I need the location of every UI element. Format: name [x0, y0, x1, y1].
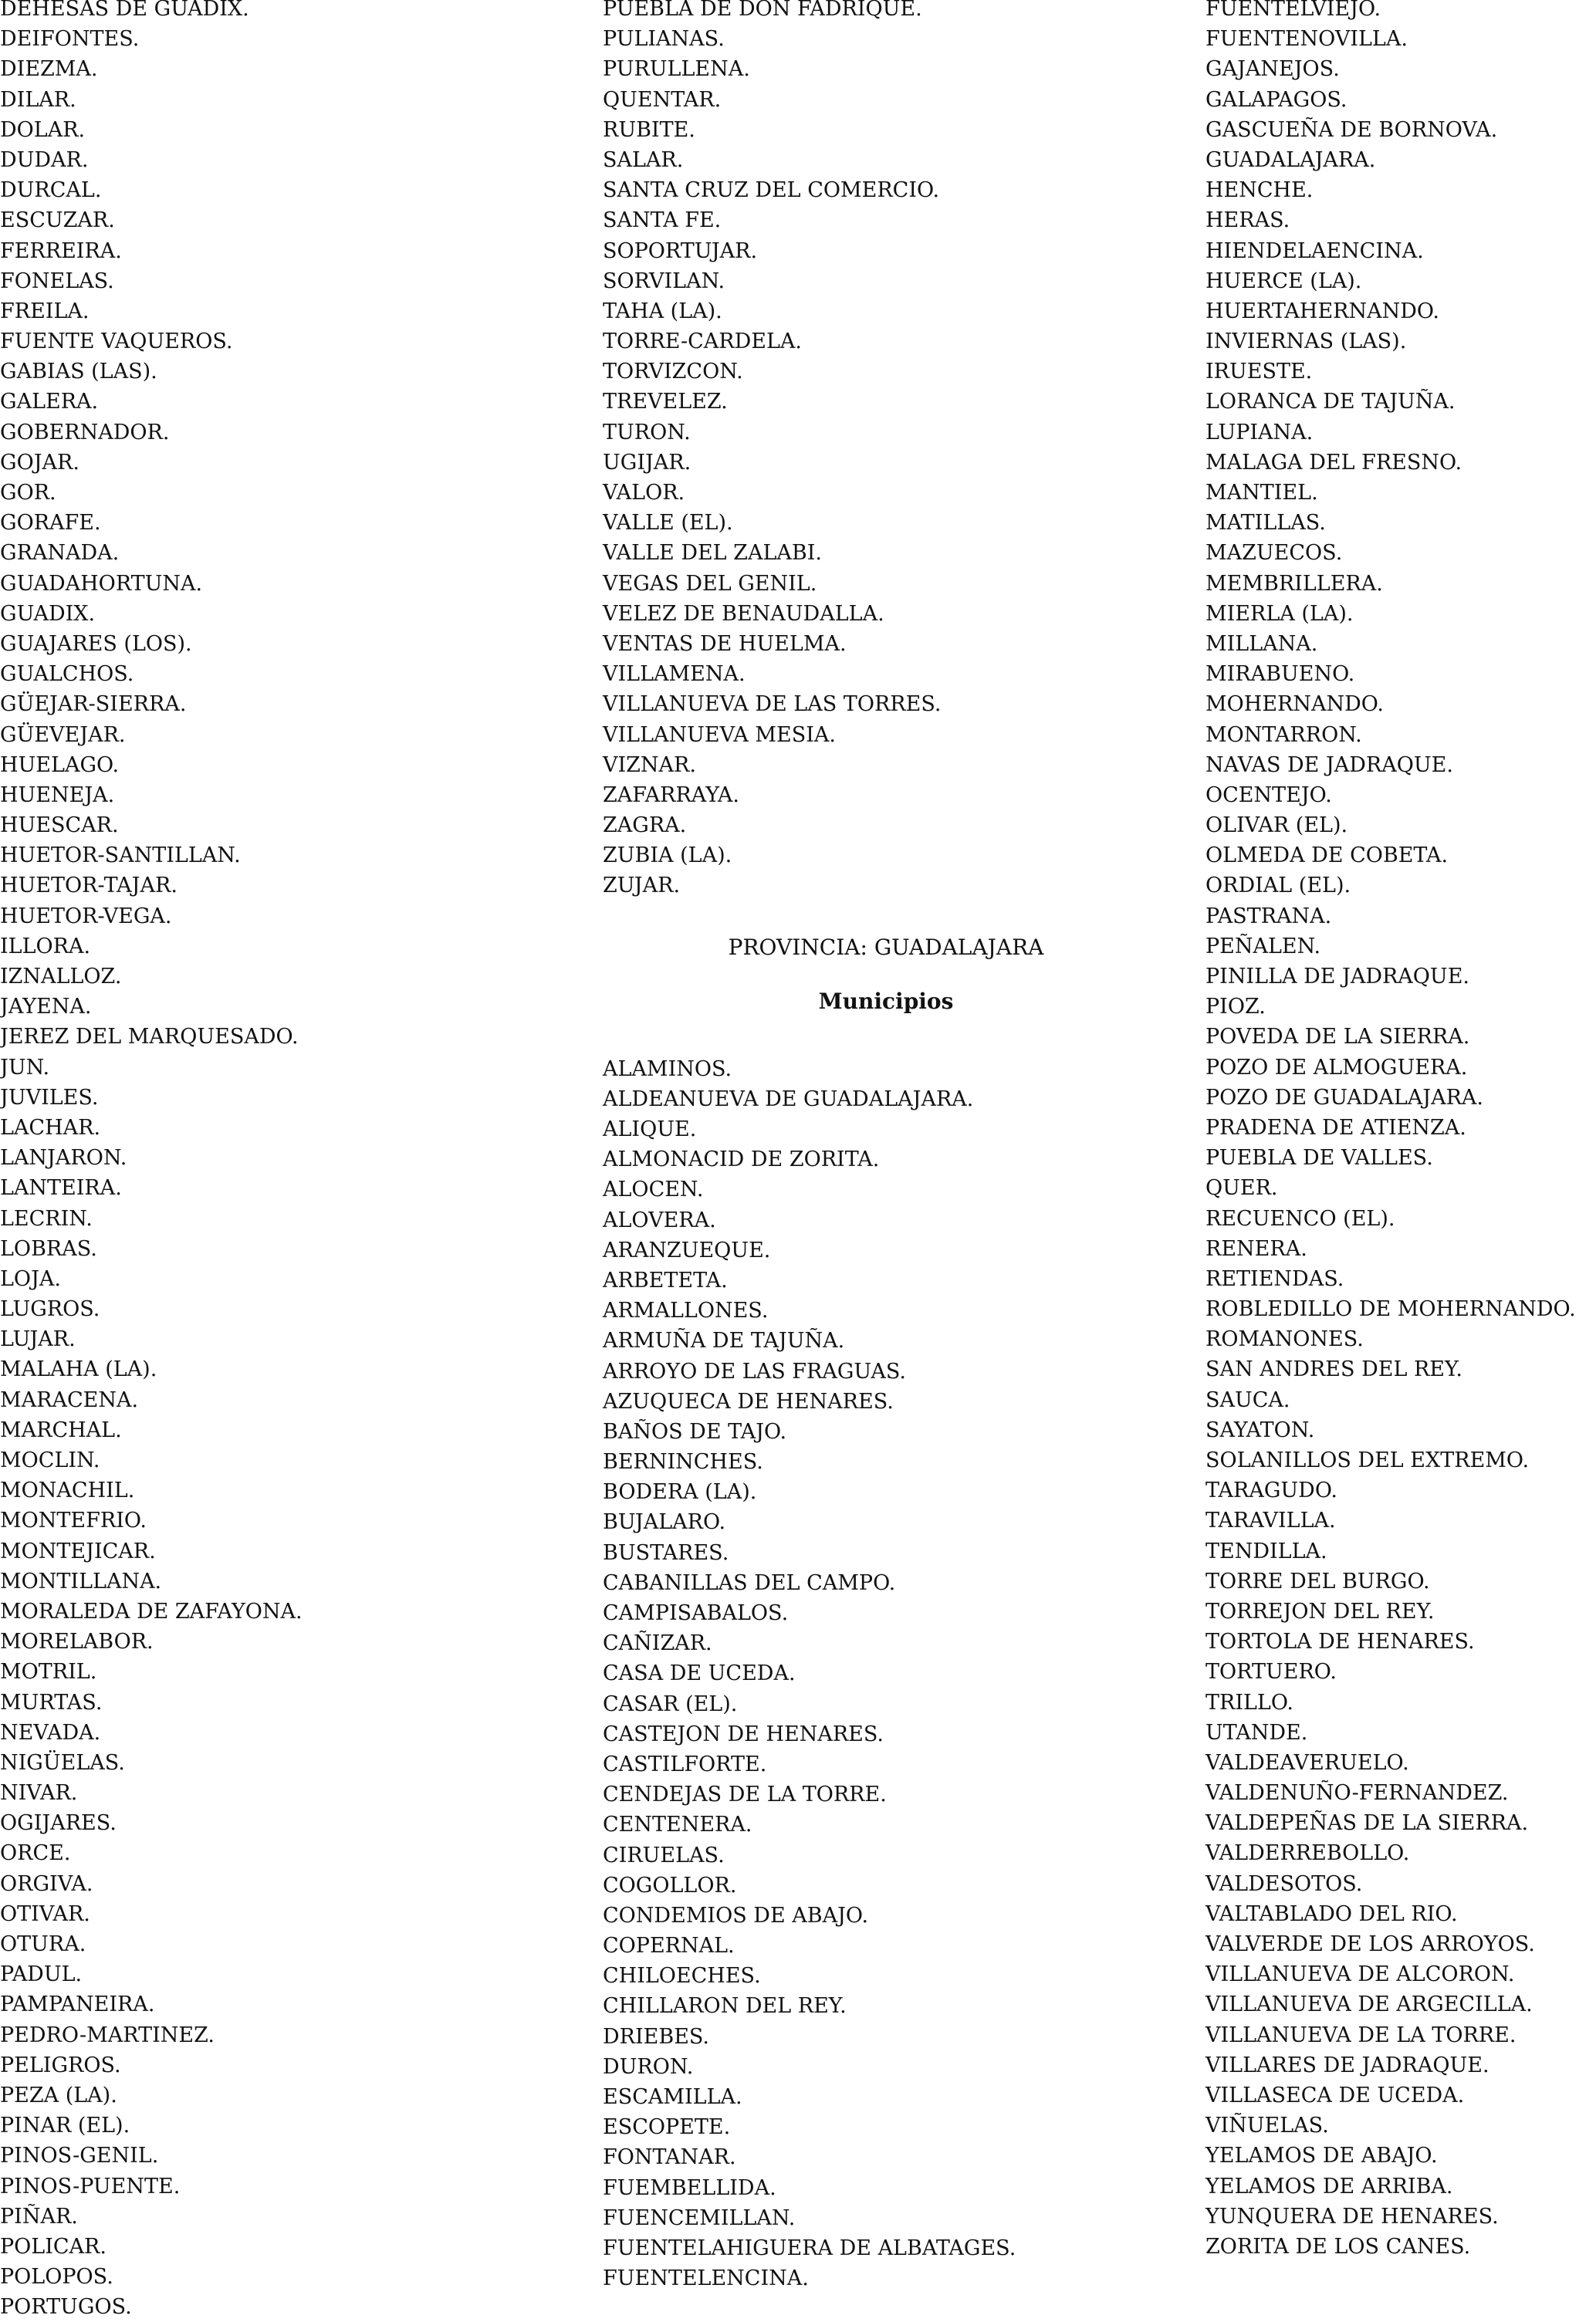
- municipio-entry: HUELAGO.: [0, 752, 120, 777]
- municipio-entry: ARROYO DE LAS FRAGUAS.: [603, 1359, 906, 1384]
- municipio-entry: IRUESTE.: [1205, 360, 1313, 384]
- municipio-entry: MURTAS.: [0, 1690, 103, 1715]
- municipio-entry: PIOZ.: [1205, 995, 1266, 1019]
- municipio-entry: POLOPOS.: [0, 2265, 113, 2290]
- municipio-entry: GUADALAJARA.: [1205, 147, 1376, 172]
- municipio-entry: MORELABOR.: [0, 1630, 154, 1654]
- municipio-entry: MOCLIN.: [0, 1448, 100, 1472]
- municipio-entry: HUERTAHERNANDO.: [1205, 299, 1440, 323]
- municipio-entry: SANTA CRUZ DEL COMERCIO.: [603, 178, 940, 203]
- municipio-entry: MAZUECOS.: [1205, 541, 1343, 566]
- municipio-entry: LOJA.: [0, 1266, 61, 1291]
- municipio-entry: ALMONACID DE ZORITA.: [603, 1147, 880, 1172]
- municipio-entry: ALOCEN.: [603, 1178, 704, 1202]
- column-2: [603, 0, 1197, 2293]
- municipio-entry: FUENTE VAQUEROS.: [0, 330, 233, 354]
- municipio-entry: GAJANEJOS.: [1205, 57, 1340, 82]
- municipio-entry: CHILLARON DEL REY.: [603, 1994, 847, 2019]
- municipio-entry: POVEDA DE LA SIERRA.: [1205, 1025, 1470, 1049]
- municipio-entry: PINOS-PUENTE.: [0, 2174, 181, 2199]
- municipio-entry: LANTEIRA.: [0, 1176, 122, 1201]
- municipio-entry: DRIEBES.: [603, 2024, 710, 2049]
- municipio-entry: PELIGROS.: [0, 2053, 121, 2077]
- municipio-entry: MALAHA (LA).: [0, 1357, 157, 1382]
- municipio-entry: BUJALARO.: [603, 1510, 726, 1535]
- municipio-entry: HUETOR-TAJAR.: [0, 874, 178, 898]
- municipio-entry: DURCAL.: [0, 178, 102, 203]
- municipio-entry: ORDIAL (EL).: [1205, 874, 1351, 898]
- municipio-entry: VALDENUÑO-FERNANDEZ.: [1205, 1781, 1509, 1806]
- municipio-entry: INVIERNAS (LAS).: [1205, 330, 1407, 354]
- municipios-heading: Municipios: [818, 988, 954, 1014]
- municipio-entry: MONTARRON.: [1205, 722, 1362, 747]
- municipio-entry: GÜEVEJAR.: [0, 722, 126, 747]
- granada-municipios-list-part-1: [0, 0, 587, 2322]
- municipio-entry: ROBLEDILLO DE MOHERNANDO.: [1205, 1297, 1576, 1322]
- municipio-entry: TURON.: [603, 420, 691, 444]
- municipio-entry: LUPIANA.: [1205, 420, 1314, 444]
- municipio-entry: SOLANILLOS DEL EXTREMO.: [1205, 1448, 1530, 1472]
- municipio-entry: CASAR (EL).: [603, 1692, 738, 1716]
- guadalajara-municipios-list-part-1: [603, 1054, 1197, 2294]
- municipio-entry: PRADENA DE ATIENZA.: [1205, 1115, 1466, 1140]
- municipio-entry: VILLANUEVA DE ARGECILLA.: [1205, 1992, 1533, 2017]
- municipio-entry: MIERLA (LA).: [1205, 601, 1354, 626]
- municipio-entry: MOTRIL.: [0, 1660, 97, 1685]
- municipio-entry: GABIAS (LAS).: [0, 360, 157, 384]
- municipio-entry: OTURA.: [0, 1932, 86, 1956]
- municipio-entry: TARAVILLA.: [1205, 1509, 1336, 1533]
- municipio-entry: TAHA (LA).: [603, 299, 722, 323]
- municipio-entry: DEHESAS DE GUADIX.: [0, 0, 249, 21]
- municipio-entry: PULIANAS.: [603, 27, 725, 52]
- municipio-entry: TORRE DEL BURGO.: [1205, 1569, 1430, 1594]
- municipio-entry: TARAGUDO.: [1205, 1479, 1337, 1503]
- municipio-entry: PIÑAR.: [0, 2204, 78, 2229]
- municipio-entry: ESCUZAR.: [0, 208, 115, 233]
- municipio-entry: OCENTEJO.: [1205, 782, 1332, 807]
- municipio-entry: HERAS.: [1205, 208, 1290, 233]
- municipio-entry: VILLANUEVA MESIA.: [603, 722, 836, 747]
- municipio-entry: VILLANUEVA DE ALCORON.: [1205, 1962, 1515, 1987]
- municipio-entry: NIVAR.: [0, 1781, 78, 1806]
- municipio-entry: ARANZUEQUE.: [603, 1238, 771, 1262]
- municipio-entry: SALAR.: [603, 147, 684, 172]
- municipio-entry: MARACENA.: [0, 1387, 139, 1412]
- municipio-entry: TORTUERO.: [1205, 1660, 1337, 1685]
- municipio-entry: GUADIX.: [0, 601, 96, 626]
- municipio-entry: RUBITE.: [603, 117, 695, 142]
- municipio-entry: HENCHE.: [1205, 178, 1314, 203]
- municipio-entry: IZNALLOZ.: [0, 965, 122, 989]
- municipio-entry: MONTEFRIO.: [0, 1509, 147, 1533]
- municipio-entry: HUERCE (LA).: [1205, 269, 1362, 293]
- municipio-entry: VILLASECA DE UCEDA.: [1205, 2083, 1465, 2107]
- municipio-entry: CABANILLAS DEL CAMPO.: [603, 1570, 896, 1595]
- municipio-entry: HIENDELAENCINA.: [1205, 238, 1424, 263]
- municipio-entry: ROMANONES.: [1205, 1327, 1364, 1352]
- province-title: PROVINCIA: GUADALAJARA: [728, 934, 1044, 960]
- municipio-entry: GUAJARES (LOS).: [0, 631, 192, 656]
- municipio-entry: ZAGRA.: [603, 813, 687, 838]
- municipio-entry: JUN.: [0, 1055, 50, 1080]
- municipio-entry: ZORITA DE LOS CANES.: [1205, 2234, 1471, 2259]
- municipio-entry: POZO DE ALMOGUERA.: [1205, 1055, 1468, 1080]
- municipio-entry: MATILLAS.: [1205, 511, 1326, 536]
- municipio-entry: HUETOR-SANTILLAN.: [0, 843, 241, 868]
- municipio-entry: ORCE.: [0, 1841, 71, 1866]
- municipio-entry: HUETOR-VEGA.: [0, 904, 172, 928]
- municipio-entry: JEREZ DEL MARQUESADO.: [0, 1025, 299, 1049]
- municipio-entry: MORALEDA DE ZAFAYONA.: [0, 1599, 303, 1624]
- municipio-entry: VILLARES DE JADRAQUE.: [1205, 2053, 1489, 2077]
- municipio-entry: OGIJARES.: [0, 1811, 117, 1836]
- municipio-entry: MALAGA DEL FRESNO.: [1205, 450, 1462, 475]
- municipio-entry: PEZA (LA).: [0, 2083, 117, 2107]
- municipio-entry: VALOR.: [603, 481, 685, 505]
- municipio-entry: MONTEJICAR.: [0, 1539, 156, 1563]
- municipio-entry: RETIENDAS.: [1205, 1266, 1344, 1291]
- municipio-entry: SAUCA.: [1205, 1387, 1290, 1412]
- column-1: [0, 0, 587, 2322]
- municipio-entry: DEIFONTES.: [0, 27, 140, 52]
- municipio-entry: NIGÜELAS.: [0, 1750, 125, 1775]
- municipio-entry: MONTILLANA.: [0, 1569, 162, 1594]
- municipio-entry: LECRIN.: [0, 1206, 93, 1231]
- municipio-entry: TORRE-CARDELA.: [603, 330, 802, 354]
- municipio-entry: RECUENCO (EL).: [1205, 1206, 1395, 1231]
- municipio-entry: MONACHIL.: [0, 1479, 135, 1503]
- municipio-entry: HUENEJA.: [0, 782, 115, 807]
- municipio-entry: NEVADA.: [0, 1720, 101, 1745]
- municipio-entry: BUSTARES.: [603, 1540, 729, 1565]
- municipio-entry: UTANDE.: [1205, 1720, 1308, 1745]
- municipio-entry: CASTEJON DE HENARES.: [603, 1722, 884, 1746]
- municipio-entry: VENTAS DE HUELMA.: [603, 631, 847, 656]
- municipio-entry: ARMALLONES.: [603, 1299, 769, 1323]
- municipio-entry: JUVILES.: [0, 1085, 99, 1110]
- municipio-entry: BODERA (LA).: [603, 1480, 757, 1505]
- municipio-entry: GALERA.: [0, 390, 99, 414]
- municipio-entry: LUJAR.: [0, 1327, 76, 1352]
- municipio-entry: CAMPISABALOS.: [603, 1601, 789, 1625]
- municipio-entry: ALDEANUEVA DE GUADALAJARA.: [603, 1087, 974, 1111]
- granada-municipios-list-part-2: [603, 0, 1197, 901]
- municipio-entry: CASA DE UCEDA.: [603, 1661, 796, 1686]
- municipio-entry: ILLORA.: [0, 934, 91, 958]
- municipio-entry: COGOLLOR.: [603, 1873, 737, 1898]
- municipio-entry: GRANADA.: [0, 541, 120, 566]
- municipio-entry: RENERA.: [1205, 1236, 1307, 1261]
- municipio-entry: AZUQUECA DE HENARES.: [603, 1389, 894, 1414]
- municipio-entry: CENDEJAS DE LA TORRE.: [603, 1783, 887, 1807]
- municipio-entry: QUER.: [1205, 1176, 1278, 1201]
- municipio-entry: PADUL.: [0, 1962, 83, 1987]
- municipio-entry: PUEBLA DE VALLES.: [1205, 1146, 1433, 1171]
- municipio-entry: YELAMOS DE ABAJO.: [1205, 2144, 1438, 2168]
- municipio-entry: OTIVAR.: [0, 1901, 90, 1926]
- municipio-entry: LOBRAS.: [0, 1236, 97, 1261]
- municipio-entry: GOBERNADOR.: [0, 420, 170, 444]
- municipio-entry: MEMBRILLERA.: [1205, 571, 1383, 596]
- municipio-entry: ZAFARRAYA.: [603, 782, 740, 807]
- municipio-entry: MIRABUENO.: [1205, 662, 1355, 687]
- municipio-entry: PINOS-GENIL.: [0, 2144, 159, 2168]
- municipio-entry: PINAR (EL).: [0, 2114, 130, 2138]
- municipio-entry: FONELAS.: [0, 269, 114, 293]
- municipio-entry: ORGIVA.: [0, 1871, 93, 1896]
- municipio-entry: DIEZMA.: [0, 57, 98, 82]
- municipio-entry: PINILLA DE JADRAQUE.: [1205, 965, 1469, 989]
- municipio-entry: DOLAR.: [0, 117, 86, 142]
- municipio-entry: MARCHAL.: [0, 1418, 122, 1442]
- municipio-entry: ESCAMILLA.: [603, 2085, 742, 2109]
- municipio-entry: FUENTELAHIGUERA DE ALBATAGES.: [603, 2236, 1016, 2260]
- municipio-entry: SANTA FE.: [603, 208, 722, 233]
- municipio-entry: SAN ANDRES DEL REY.: [1205, 1357, 1462, 1382]
- municipio-entry: DILAR.: [0, 87, 76, 112]
- municipio-entry: PEDRO-MARTINEZ.: [0, 2023, 215, 2047]
- municipio-entry: VIÑUELAS.: [1205, 2114, 1329, 2138]
- municipio-entry: SOPORTUJAR.: [603, 238, 758, 263]
- municipio-entry: CENTENERA.: [603, 1813, 752, 1837]
- municipio-entry: UGIJAR.: [603, 450, 691, 475]
- municipio-entry: VALDEAVERUELO.: [1205, 1750, 1409, 1775]
- municipio-entry: VALDERREBOLLO.: [1205, 1841, 1410, 1866]
- municipio-entry: CHILOECHES.: [603, 1964, 761, 1989]
- municipio-entry: POZO DE GUADALAJARA.: [1205, 1085, 1484, 1110]
- municipio-entry: VALDESOTOS.: [1205, 1871, 1363, 1896]
- municipio-entry: SAYATON.: [1205, 1418, 1315, 1442]
- municipio-entry: ARMUÑA DE TAJUÑA.: [603, 1329, 845, 1354]
- municipio-entry: VALVERDE DE LOS ARROYOS.: [1205, 1932, 1535, 1956]
- municipio-entry: FUENCEMILLAN.: [603, 2205, 796, 2230]
- municipio-entry: TORVIZCON.: [603, 360, 743, 384]
- municipio-entry: GASCUEÑA DE BORNOVA.: [1205, 117, 1498, 142]
- municipio-entry: VIZNAR.: [603, 752, 696, 777]
- municipio-entry: MOHERNANDO.: [1205, 692, 1384, 717]
- municipio-entry: PURULLENA.: [603, 57, 750, 82]
- municipio-entry: VILLANUEVA DE LAS TORRES.: [603, 692, 942, 717]
- municipio-entry: CONDEMIOS DE ABAJO.: [603, 1903, 869, 1928]
- municipio-entry: VEGAS DEL GENIL.: [603, 571, 817, 596]
- municipio-entry: VALLE DEL ZALABI.: [603, 541, 822, 566]
- municipio-entry: CAÑIZAR.: [603, 1631, 712, 1656]
- municipio-entry: HUESCAR.: [0, 813, 119, 838]
- municipio-entry: GOR.: [0, 481, 56, 505]
- municipio-entry: BAÑOS DE TAJO.: [603, 1419, 787, 1444]
- municipio-entry: PEÑALEN.: [1205, 934, 1321, 958]
- municipio-entry: ZUJAR.: [603, 874, 681, 898]
- municipio-entry: VALDEPEÑAS DE LA SIERRA.: [1205, 1811, 1529, 1836]
- municipio-entry: FREILA.: [0, 299, 90, 323]
- municipio-entry: YUNQUERA DE HENARES.: [1205, 2204, 1499, 2229]
- municipio-entry: ALOVERA.: [603, 1208, 716, 1232]
- municipio-entry: LACHAR.: [0, 1115, 101, 1140]
- municipio-entry: LANJARON.: [0, 1146, 127, 1171]
- municipio-entry: PORTUGOS.: [0, 2295, 132, 2320]
- municipio-entry: TENDILLA.: [1205, 1539, 1327, 1563]
- municipio-entry: CASTILFORTE.: [603, 1752, 767, 1776]
- municipio-entry: LUGROS.: [0, 1297, 100, 1322]
- municipio-entry: CIRUELAS.: [603, 1843, 725, 1867]
- municipio-entry: QUENTAR.: [603, 87, 722, 112]
- municipio-entry: TRILLO.: [1205, 1690, 1293, 1715]
- municipio-entry: PAMPANEIRA.: [0, 1992, 155, 2017]
- municipio-entry: ZUBIA (LA).: [603, 843, 732, 868]
- municipio-entry: TORTOLA DE HENARES.: [1205, 1630, 1475, 1654]
- municipio-entry: GORAFE.: [0, 511, 101, 536]
- municipio-entry: FUENTELENCINA.: [603, 2266, 809, 2291]
- municipio-entry: DUDAR.: [0, 147, 89, 172]
- municipio-entry: OLMEDA DE COBETA.: [1205, 843, 1449, 868]
- municipio-entry: GUALCHOS.: [0, 662, 134, 687]
- municipio-entry: ALAMINOS.: [603, 1056, 732, 1081]
- municipio-entry: BERNINCHES.: [603, 1450, 763, 1475]
- municipio-entry: GÜEJAR-SIERRA.: [0, 692, 187, 717]
- municipio-entry: FUEMBELLIDA.: [603, 2175, 776, 2200]
- municipio-entry: FUENTENOVILLA.: [1205, 27, 1408, 52]
- municipio-entry: GALAPAGOS.: [1205, 87, 1347, 112]
- municipio-entry: PASTRANA.: [1205, 904, 1332, 928]
- municipio-entry: VELEZ DE BENAUDALLA.: [603, 601, 884, 626]
- column-3: [1205, 0, 1596, 2262]
- municipio-entry: POLICAR.: [0, 2234, 107, 2259]
- municipio-entry: MANTIEL.: [1205, 481, 1318, 505]
- municipio-entry: FUENTELVIEJO.: [1205, 0, 1381, 21]
- municipio-entry: SORVILAN.: [603, 269, 725, 293]
- municipio-entry: LORANCA DE TAJUÑA.: [1205, 390, 1456, 414]
- municipio-entry: GUADAHORTUNA.: [0, 571, 203, 596]
- municipio-entry: ALIQUE.: [603, 1117, 697, 1141]
- municipio-entry: TORREJON DEL REY.: [1205, 1599, 1435, 1624]
- municipio-entry: VILLAMENA.: [603, 662, 746, 687]
- municipio-entry: FONTANAR.: [603, 2145, 736, 2170]
- municipio-entry: FERREIRA.: [0, 238, 122, 263]
- municipio-entry: TREVELEZ.: [603, 390, 728, 414]
- municipio-entry: MILLANA.: [1205, 631, 1318, 656]
- municipio-entry: YELAMOS DE ARRIBA.: [1205, 2174, 1453, 2199]
- municipio-entry: NAVAS DE JADRAQUE.: [1205, 752, 1453, 777]
- municipio-entry: VALLE (EL).: [603, 511, 733, 536]
- municipio-entry: PUEBLA DE DON FADRIQUE.: [603, 0, 922, 21]
- municipio-entry: GOJAR.: [0, 450, 79, 475]
- municipio-entry: JAYENA.: [0, 995, 92, 1019]
- municipio-entry: OLIVAR (EL).: [1205, 813, 1348, 838]
- municipio-entry: VILLANUEVA DE LA TORRE.: [1205, 2023, 1517, 2047]
- municipio-entry: DURON.: [603, 2054, 694, 2079]
- municipio-entry: COPERNAL.: [603, 1934, 735, 1959]
- municipio-entry: VALTABLADO DEL RIO.: [1205, 1901, 1458, 1926]
- municipio-entry: ESCOPETE.: [603, 2115, 731, 2140]
- guadalajara-municipios-list-part-2: [1205, 0, 1596, 2262]
- municipio-entry: ARBETETA.: [603, 1268, 728, 1293]
